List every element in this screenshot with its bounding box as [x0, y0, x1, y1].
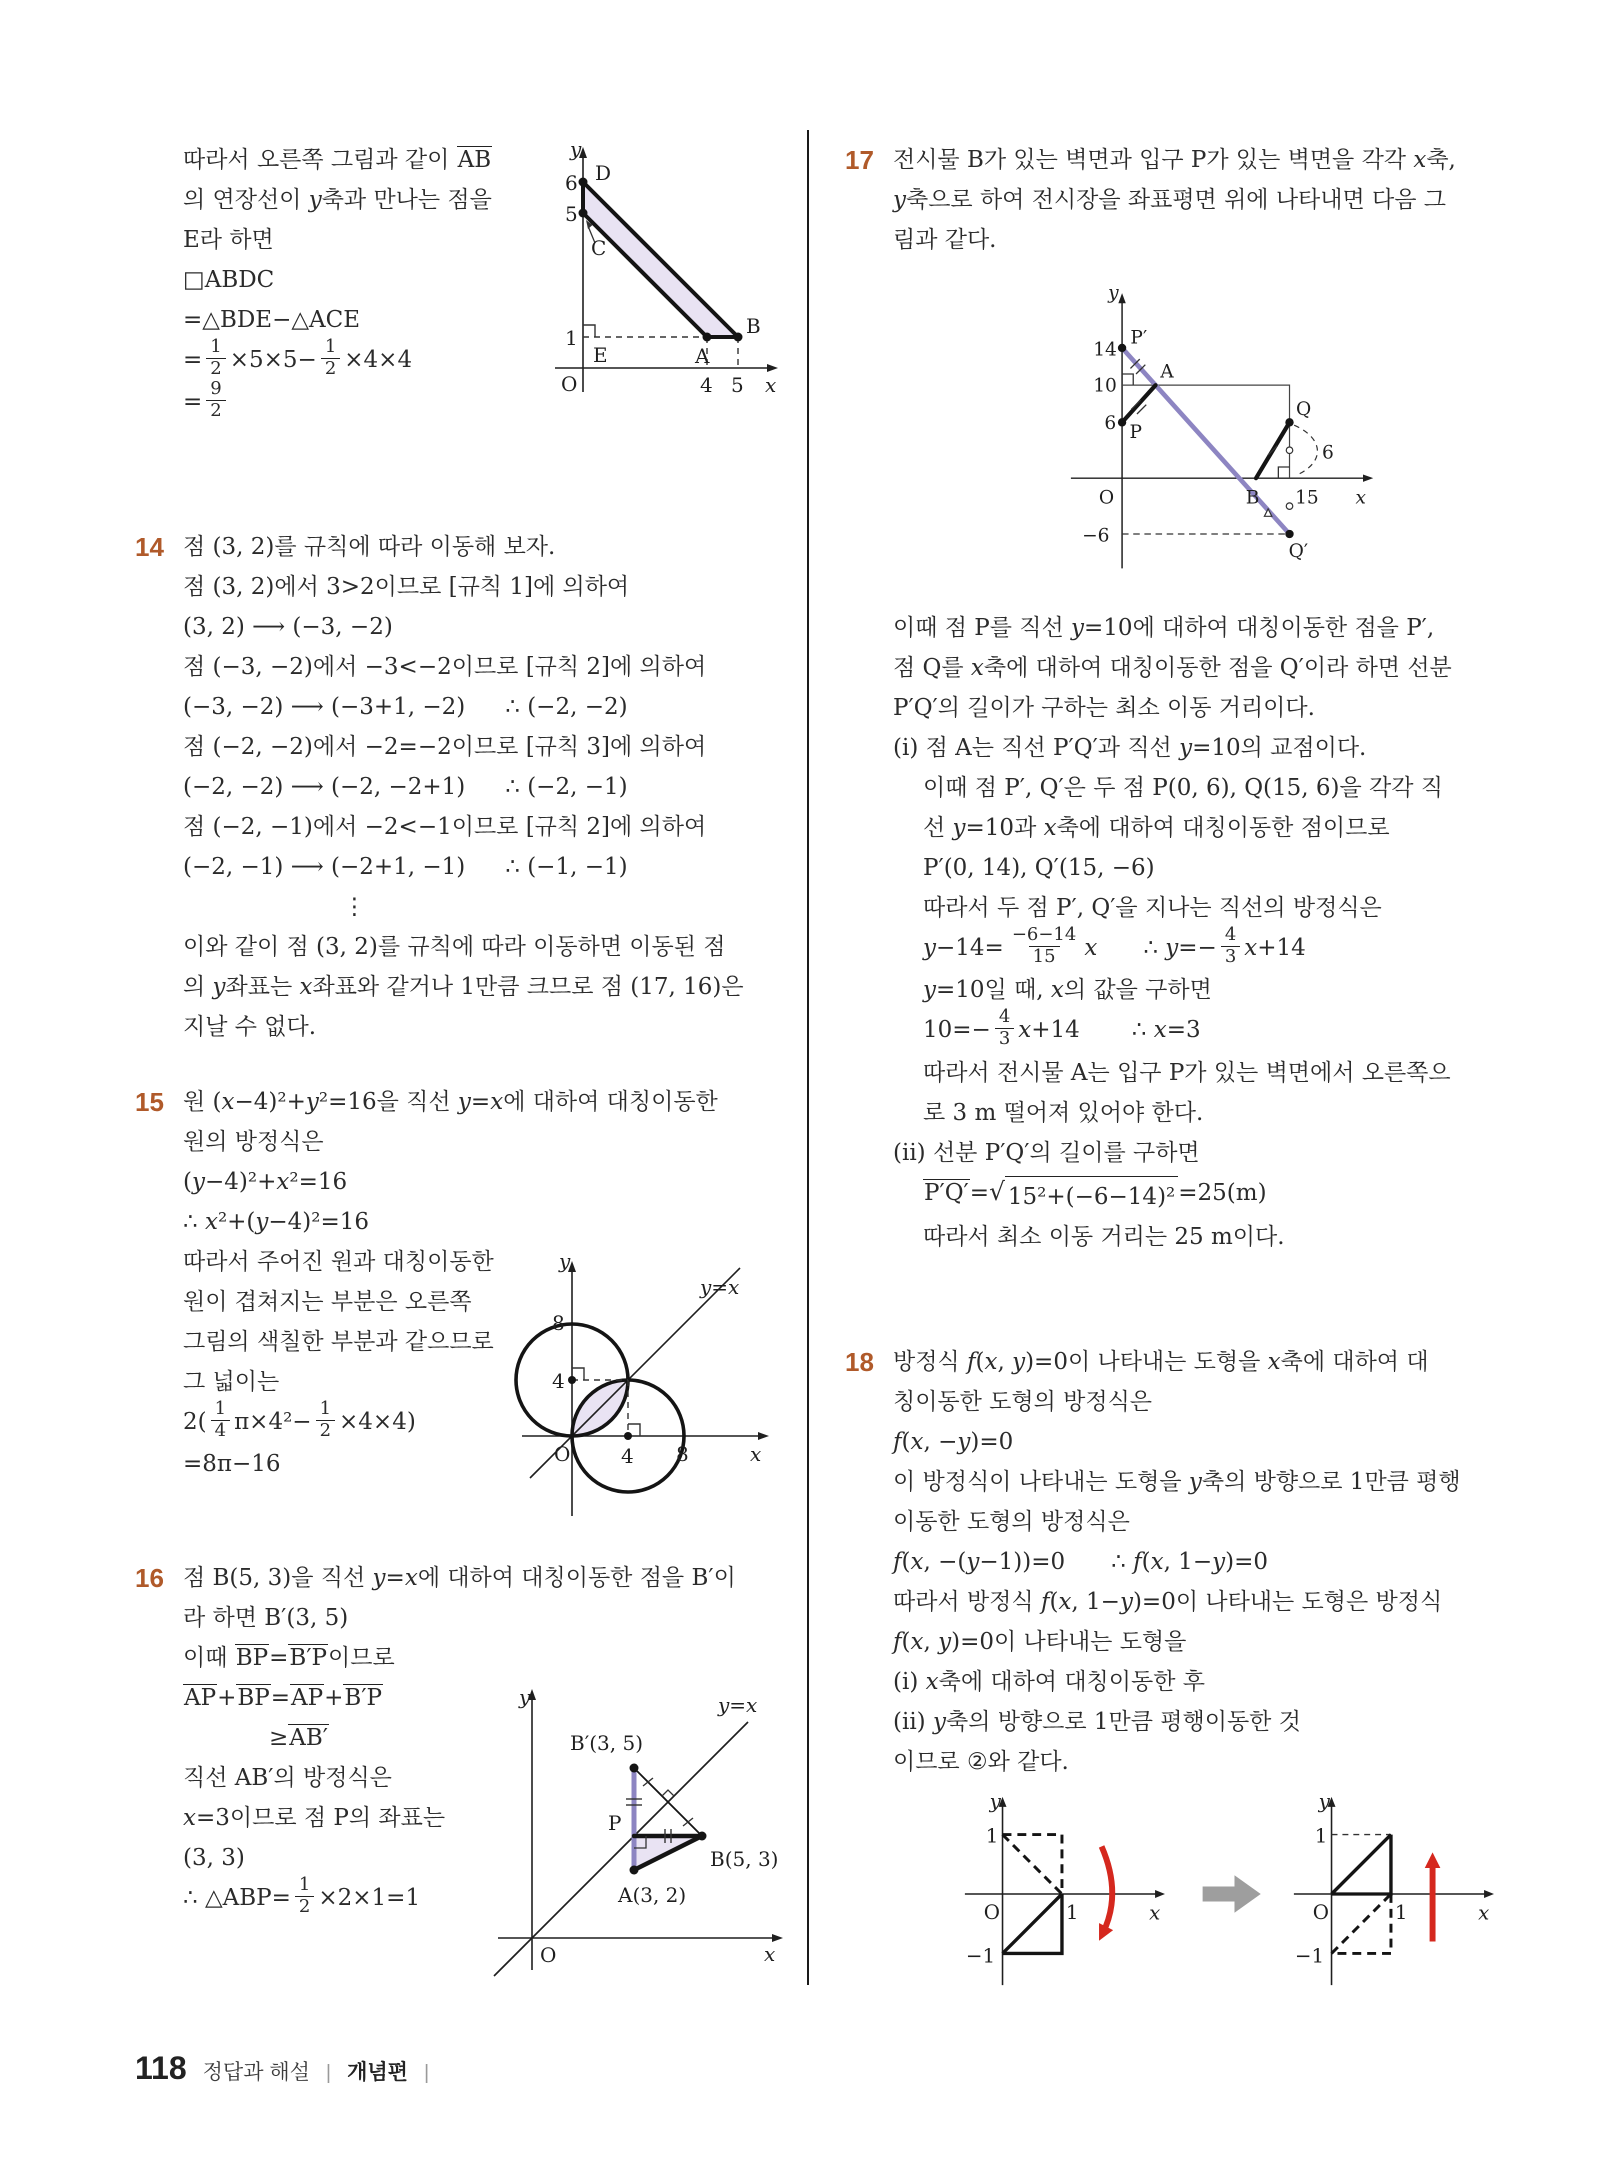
point-label-D: D	[595, 161, 612, 185]
problem-15-solution-side	[183, 1242, 533, 1484]
problem-18-number: 18	[845, 1347, 874, 1377]
solid-translated-triangle	[1332, 1835, 1391, 1894]
text-line: 점 (−2, −1)에서 −2<−1이므로 [규칙 2]에 의하여	[183, 814, 707, 840]
problem-17-number: 17	[845, 145, 874, 175]
point-label-q: Q	[1296, 398, 1312, 420]
problem-17	[845, 140, 1510, 1342]
text-line: 직선 AB′의 방정식은	[183, 1765, 392, 1791]
text-line: 이동한 도형의 방정식은	[893, 1509, 1130, 1535]
tick-minus1: −1	[1295, 1944, 1325, 1968]
origin-label: O	[540, 1943, 557, 1967]
text-line: = $\frac{9}{2}$	[183, 382, 573, 424]
tick-14: 14	[1093, 339, 1117, 361]
problem-16-solution-side	[183, 1638, 483, 1920]
page-footer	[135, 2050, 429, 2087]
point-label-a: A(3, 2)	[618, 1883, 687, 1907]
text-line: y−14= $\frac{-6-14}{15}$ x ∴ y=− $\frac{4}{3}$ x+14	[923, 924, 1306, 967]
text-line: (i) x축에 대하여 대칭이동한 후	[893, 1669, 1205, 1695]
tick-1: 1	[565, 326, 578, 350]
text-line: 의 y좌표는 x좌표와 같거나 1만큼 크므로 점 (17, 16)은	[183, 974, 744, 1000]
text-line: f(x, −(y−1))=0 ∴ f(x, 1−y)=0	[893, 1549, 1268, 1575]
column-divider	[807, 130, 809, 1985]
point-label-A: A	[695, 344, 710, 368]
red-flip-arrow	[1102, 1846, 1113, 1933]
text-line: 따라서 오른쪽 그림과 같이 AB	[183, 147, 492, 173]
text-line: 지날 수 없다.	[183, 1014, 317, 1040]
text-line: ∴ x²+(y−4)²=16	[183, 1209, 370, 1235]
translation-diagram	[1282, 1794, 1510, 1994]
text-line: (i) 점 A는 직선 P′Q′과 직선 y=10의 교점이다.	[893, 735, 1367, 761]
point-label-p: P	[1129, 422, 1143, 444]
text-line: 그 넓이는	[183, 1369, 280, 1395]
text-line: P′Q′= √ 15²+(−6−14)² =25(m)	[893, 1173, 1510, 1217]
solution-13-continuation	[135, 140, 790, 527]
text-line: 원이 겹쳐지는 부분은 오른쪽	[183, 1289, 472, 1315]
text-line: (ii) 선분 P′Q′의 길이를 구하면	[893, 1139, 1200, 1166]
line-label: y=x	[700, 1275, 740, 1299]
dashed-previous-triangle	[1332, 1894, 1391, 1953]
axis-label-y: y	[559, 1254, 571, 1273]
text-line: f(x, −y)=0	[893, 1429, 1014, 1455]
tick-6: 6	[1104, 412, 1117, 434]
text-line: 이때 점 P′, Q′은 두 점 P(0, 6), Q(15, 6)을 각각 직	[923, 775, 1444, 801]
axis-arrowheads	[1328, 1797, 1494, 1898]
text-line: x=3이므로 점 P의 좌표는	[183, 1805, 446, 1831]
tick-1-y: 1	[1314, 1824, 1328, 1848]
left-column	[135, 140, 790, 1983]
triangle-abp-diagram	[490, 1638, 790, 1978]
solid-reflected-triangle	[1003, 1894, 1062, 1953]
text-line: =△BDE−△ACE	[183, 307, 361, 333]
text-line: y축으로 하여 전시장을 좌표평면 위에 나타내면 다음 그	[893, 187, 1446, 213]
text-line: y=10일 때, x의 값을 구하면	[923, 977, 1212, 1004]
tick-8-x: 8	[676, 1442, 689, 1466]
text-line: 라 하면 B′(3, 5)	[183, 1605, 349, 1631]
text-line: AP+BP=AP+B′P	[184, 1685, 383, 1711]
text-line: f(x, y)=0이 나타내는 도형을	[893, 1629, 1187, 1655]
axis-arrowheads	[999, 1797, 1165, 1898]
point-label-E: E	[593, 343, 608, 367]
tick-15: 15	[1295, 487, 1319, 509]
text-line: (−2, −1) ⟶ (−2+1, −1) ∴ (−1, −1)	[183, 854, 628, 880]
problem-14-solution	[183, 527, 790, 1047]
axis-label-x: x	[1149, 1901, 1161, 1925]
problem-16	[135, 1558, 790, 1983]
text-line: ≥AB′	[269, 1725, 329, 1751]
footer-separator-2: |	[423, 2062, 430, 2084]
problem-18-solution	[893, 1342, 1510, 1782]
point-label-bprime: B′(3, 5)	[570, 1731, 644, 1755]
text-line: =8π−16	[183, 1451, 281, 1478]
problem-16-number: 16	[135, 1563, 164, 1593]
axis-label-x: x	[764, 1942, 776, 1966]
two-circles-diagram	[510, 1254, 790, 1529]
text-line: 전시물 B가 있는 벽면과 입구 P가 있는 벽면을 각각 x축,	[893, 147, 1456, 173]
text-line: 림과 같다.	[893, 227, 997, 253]
text-line: 점 (−2, −2)에서 −2=−2이므로 [규칙 3]에 의하여	[183, 734, 707, 760]
text-line: 칭이동한 도형의 방정식은	[893, 1389, 1153, 1415]
arc-distance-6: 6	[1322, 442, 1334, 464]
text-line: 점 (3, 2)에서 3>2이므로 [규칙 1]에 의하여	[183, 574, 630, 600]
tick-1-y: 1	[985, 1824, 999, 1848]
tick-8-y: 8	[552, 1311, 565, 1335]
text-line: 점 (−3, −2)에서 −3<−2이므로 [규칙 2]에 의하여	[183, 654, 707, 680]
text-line: (y−4)²+x²=16	[183, 1169, 348, 1195]
right-angle-mark-E	[583, 325, 595, 337]
text-line: 이때 BP=B′P이므로	[183, 1645, 395, 1671]
problem-15-number: 15	[135, 1087, 164, 1117]
text-line: (−3, −2) ⟶ (−3+1, −2) ∴ (−2, −2)	[183, 694, 628, 720]
text-line: (ii) y축의 방향으로 1만큼 평행이동한 것	[893, 1709, 1301, 1735]
tick-10: 10	[1093, 375, 1117, 397]
text-line: (−2, −2) ⟶ (−2, −2+1) ∴ (−2, −1)	[183, 774, 628, 800]
tick-5b: 5	[731, 373, 744, 397]
text-line: ∴ △ABP= $\frac{1}{2}$ ×2×1=1	[183, 1874, 421, 1917]
footer-edition: 개념편	[347, 2061, 408, 2084]
axis-label-y: y	[989, 1794, 1001, 1813]
tick-minus6: −6	[1082, 525, 1110, 547]
point-label-a: A	[1160, 361, 1174, 383]
origin-label: O	[983, 1900, 1000, 1924]
solution-text	[183, 140, 573, 425]
tick-4-y: 4	[552, 1369, 565, 1393]
quadrilateral-abdc-diagram	[545, 140, 780, 405]
then-arrow-icon	[1197, 1864, 1266, 1924]
point-label-p: P	[608, 1811, 622, 1835]
text-line: □ABDC	[183, 267, 275, 293]
segment-pprime-qprime	[1122, 348, 1289, 534]
text-line: 점 Q를 x축에 대하여 대칭이동한 점을 Q′이라 하면 선분	[893, 655, 1452, 681]
point-label-C: C	[591, 236, 607, 260]
text-line: 이와 같이 점 (3, 2)를 규칙에 따라 이동하면 이동된 점	[183, 934, 726, 960]
transformation-diagrams	[953, 1794, 1510, 1994]
line-label: y=x	[718, 1693, 758, 1717]
reflection-diagram	[953, 1794, 1181, 1994]
text-line: 점 (3, 2)를 규칙에 따라 이동해 보자.	[183, 534, 556, 560]
problem-15	[135, 1082, 790, 1558]
axis-label-x: x	[750, 1442, 762, 1466]
text-line: 그림의 색칠한 부분과 같으므로	[183, 1329, 494, 1355]
dashed-reflection-arc	[1294, 425, 1317, 475]
axis-label-x: x	[765, 373, 777, 397]
axis-label-x: x	[1478, 1901, 1490, 1925]
problem-14	[135, 527, 790, 1082]
text-line: 이므로 ②와 같다.	[893, 1749, 1069, 1775]
axis-label-y: y	[519, 1685, 531, 1709]
tick-1-x: 1	[1395, 1900, 1408, 1924]
point-label-qprime: Q′	[1288, 541, 1309, 563]
text-line: 10=− $\frac{4}{3}$ x+14 ∴ x=3	[923, 1006, 1201, 1050]
text-line: P′Q′의 길이가 구하는 최소 이동 거리이다.	[893, 695, 1315, 721]
wall-path-segments	[1122, 385, 1289, 478]
point-label-b: B	[1245, 487, 1260, 509]
problem-17-intro	[893, 140, 1510, 260]
point-label-b: B(5, 3)	[710, 1847, 779, 1871]
axes	[522, 1270, 760, 1516]
text-line: 따라서 전시물 A는 입구 P가 있는 벽면에서 오른쪽으	[923, 1059, 1451, 1086]
text-line: 이 방정식이 나타내는 도형을 y축의 방향으로 1만큼 평행	[893, 1469, 1461, 1495]
tick-4-x: 4	[621, 1444, 634, 1468]
exhibition-path-diagram	[1043, 274, 1443, 594]
axis-label-y: y	[570, 140, 582, 161]
text-line: 선 y=10과 x축에 대하여 대칭이동한 점이므로	[923, 815, 1390, 841]
text-line: 2( $\frac{1}{4}$ π×4²− $\frac{1}{2}$ ×4×4)	[183, 1398, 416, 1441]
text-line: 이때 점 P를 직선 y=10에 대하여 대칭이동한 점을 P′,	[893, 615, 1435, 641]
text-line: 따라서 두 점 P′, Q′을 지나는 직선의 방정식은	[923, 895, 1382, 921]
tick-5: 5	[565, 202, 578, 226]
text-line: 원 (x−4)²+y²=16을 직선 y=x에 대하여 대칭이동한	[183, 1089, 718, 1115]
problem-16-solution-top	[183, 1558, 790, 1638]
text-line: 원의 방정식은	[183, 1129, 324, 1155]
right-column	[845, 140, 1510, 1994]
point-label-pprime: P′	[1130, 327, 1148, 349]
text-line: 따라서 방정식 f(x, 1−y)=0이 나타내는 도형은 방정식	[893, 1589, 1443, 1615]
axis-label-y: y	[1108, 282, 1119, 304]
axis-label-y: y	[1318, 1794, 1331, 1813]
tick-1-x: 1	[1065, 1900, 1079, 1924]
axis-label-x: x	[1355, 487, 1367, 509]
text-line: 따라서 최소 이동 거리는 25 m이다.	[923, 1223, 1285, 1250]
origin-label: O	[561, 372, 578, 396]
origin-label: O	[1312, 1900, 1330, 1924]
problem-15-solution-top	[183, 1082, 790, 1242]
text-line: P′(0, 14), Q′(15, −6)	[923, 855, 1155, 881]
page-number: 118	[135, 2050, 187, 2086]
footer-separator: |	[325, 2062, 332, 2084]
footer-label: 정답과 해설	[202, 2061, 310, 2084]
problem-17-solution	[893, 608, 1510, 1257]
point-label-B: B	[746, 314, 761, 338]
tick-4: 4	[700, 373, 713, 397]
tick-6: 6	[565, 171, 578, 195]
problem-14-number: 14	[135, 532, 164, 562]
text-line: (3, 3)	[183, 1845, 245, 1871]
text-line: = $\frac{1}{2}$ ×5×5− $\frac{1}{2}$ ×4×4	[183, 336, 413, 379]
text-line: 따라서 주어진 원과 대칭이동한	[183, 1249, 494, 1275]
origin-label: O	[1098, 487, 1115, 509]
text-line: ⋮	[343, 894, 366, 920]
text-line: 점 B(5, 3)을 직선 y=x에 대하여 대칭이동한 점을 B′이	[183, 1565, 736, 1591]
text-line: E라 하면	[183, 227, 274, 253]
tick-minus1: −1	[965, 1944, 996, 1968]
text-line: 방정식 f(x, y)=0이 나타내는 도형을 x축에 대하여 대	[893, 1349, 1429, 1375]
problem-18	[845, 1342, 1510, 1994]
text-line: 로 3 m 떨어져 있어야 한다.	[923, 1099, 1204, 1126]
dashed-original-triangle	[1003, 1835, 1062, 1894]
origin-label: O	[554, 1442, 571, 1466]
text-line: 의 연장선이 y축과 만나는 점을	[183, 187, 492, 213]
text-line: (3, 2) ⟶ (−3, −2)	[183, 614, 393, 640]
